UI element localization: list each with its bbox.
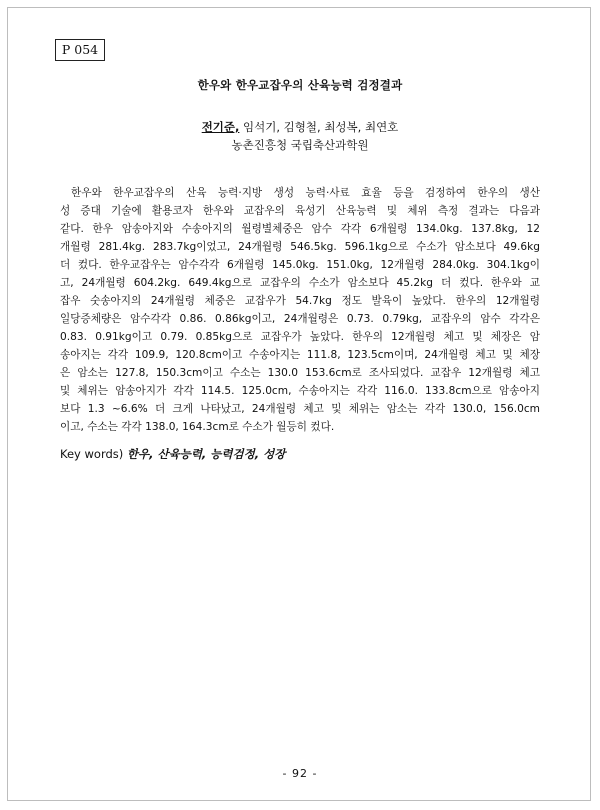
affiliation: 농촌진흥청 국립축산과학원	[231, 138, 369, 152]
abstract-line: 일당증체량은 암수각각 0.86. 0.86kg이고, 24개월령은 0.73. 0.79kg, 교잡우의 암수 각각은	[60, 313, 540, 325]
abstract-line: 한우와 한우교잡우의 산육 능력·지방 생성 능력·사료 효율 등을 검정하여 한우의 생산	[71, 187, 540, 199]
paper-title: 한우와 한우교잡우의 산육능력 검정결과	[197, 78, 403, 92]
paper-id-box: P 054	[55, 39, 105, 61]
abstract-line: 은 암소는 127.8, 150.3cm이고 수소는 130.0 153.6cm로 조사되었다. 교잡우 12개월령 체고	[60, 367, 540, 379]
author-list	[0, 119, 600, 135]
abstract-line: 더 컸다. 한우교잡우는 암수각각 6개월령 145.0kg. 151.0kg, 12개월령 284.0kg. 304.1kg이	[60, 259, 540, 271]
abstract-line: 이고, 수소는 각각 138.0, 164.3cm로 수소가 월등히 컸다.	[60, 421, 335, 433]
abstract-line: 성 증대 기술에 활용코자 한우와 교잡우의 육성기 산육능력 및 체위 측정 결과는 다음과	[60, 205, 540, 217]
abstract-line: 송아지는 각각 109.9, 120.8cm이고 수송아지는 111.8, 123.5cm이며, 24개월령 체고 및 체장	[60, 349, 540, 361]
co-authors: 임석기, 김형철, 최성복, 최연호	[239, 120, 399, 134]
abstract-body	[60, 184, 540, 436]
abstract-line: 및 체위는 암송아지가 각각 114.5. 125.0cm, 수송아지는 각각 116.0. 133.8cm으로 암송아지	[60, 385, 540, 397]
keywords-label: Key words)	[60, 447, 127, 461]
page-number: - 92 -	[282, 767, 318, 780]
abstract-line: 0.83. 0.91kg이고 0.79. 0.85kg으로 교잡우가 높았다. 한우의 12개월령 체고 및 체장은 암	[60, 331, 540, 343]
presenting-author: 전기준,	[201, 120, 240, 134]
keywords	[60, 446, 285, 462]
abstract-line: 보다 1.3 ~6.6% 더 크게 나타났고, 24개월령 체고 및 체위는 암소는 각각 130.0, 156.0cm	[60, 403, 540, 415]
keywords-values: 한우, 산육능력, 능력검정, 성장	[126, 447, 286, 461]
abstract-line: 잡우 숫송아지의 24개월령 체중은 교잡우가 54.7kg 정도 발육이 높았다. 한우의 12개월령	[60, 295, 540, 307]
abstract-line: 같다. 한우 암송아지와 수송아지의 월령별체중은 암수 각각 6개월령 134.0kg. 137.8kg, 12	[60, 223, 540, 235]
abstract-line: 개월령 281.4kg. 283.7kg이었고, 24개월령 546.5kg. 596.1kg으로 수소가 암소보다 49.6kg	[60, 241, 540, 253]
abstract-line: 고, 24개월령 604.2kg. 649.4kg으로 교잡우의 수소가 암소보다 45.2kg 더 컸다. 한우와 교	[60, 277, 540, 289]
